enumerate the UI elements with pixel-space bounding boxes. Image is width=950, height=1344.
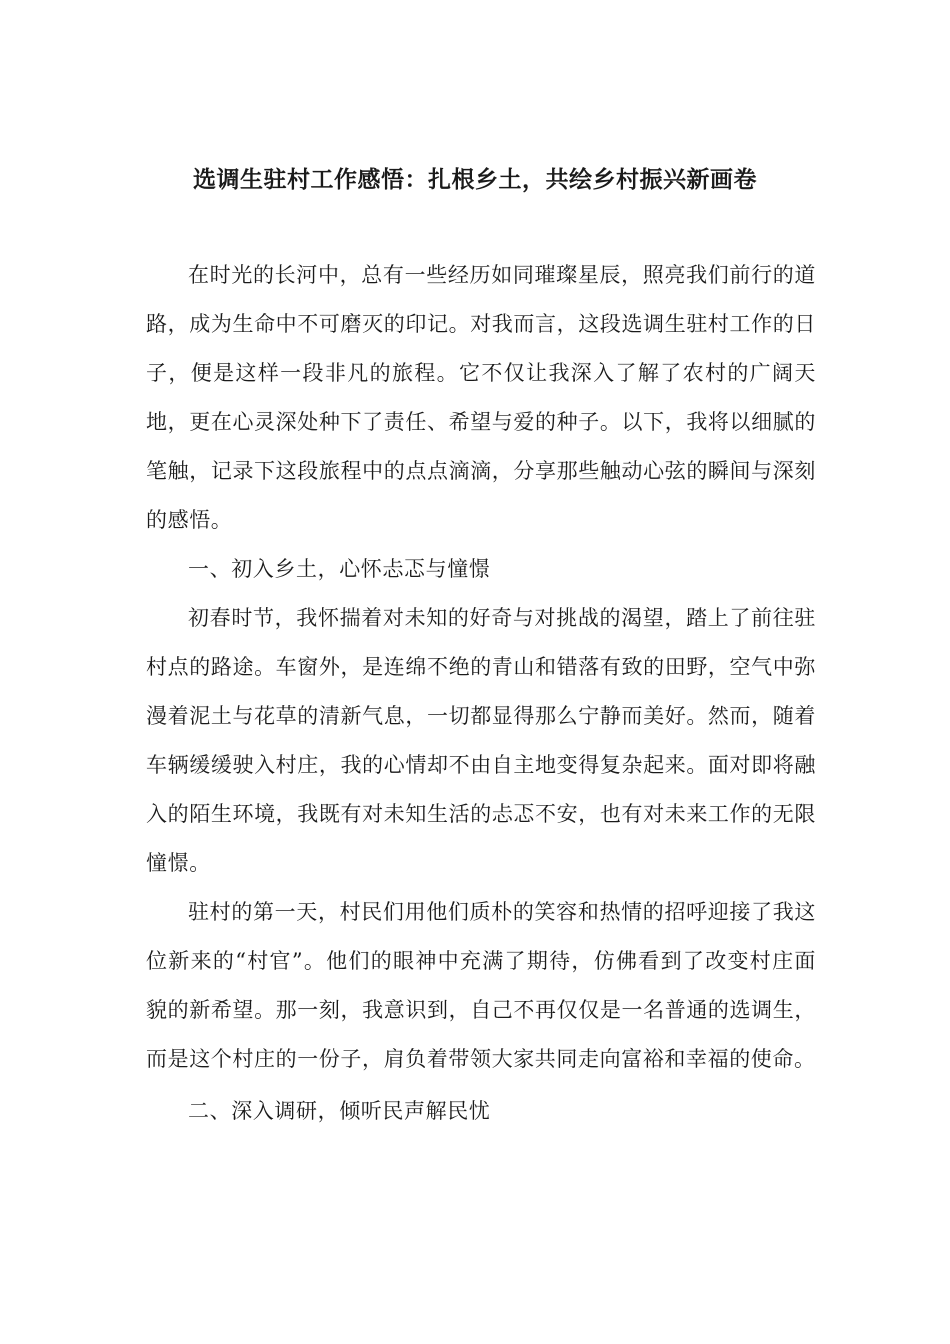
paragraph-arrival: 初春时节，我怀揣着对未知的好奇与对挑战的渴望，踏上了前往驻村点的路途。车窗外，是连绵不绝的青山和错落有致的田野，空气中弥漫着泥土与花草的清新气息，一切都显得那么宁静而美好。然而，随着车辆缓缓驶入村庄，我的心情却不由自主地变得复杂起来。面对即将融入的陌生环境，我既有对未知生活的忐忑不安，也有对未来工作的无限憧憬。 bbox=[146, 606, 816, 875]
paragraph-first-day: 驻村的第一天，村民们用他们质朴的笑容和热情的招呼迎接了我这位新来的“村官”。他们的眼神中充满了期待，仿佛看到了改变村庄面貌的新希望。那一刻，我意识到，自己不再仅仅是一名普通的选调生，而是这个村庄的一份子，肩负着带领大家共同走向富裕和幸福的使命。 bbox=[146, 900, 816, 1071]
section-heading-2: 二、深入调研，倾听民声解民忧 bbox=[188, 1099, 491, 1123]
document-title: 选调生驻村工作感悟：扎根乡土，共绘乡村振兴新画卷 bbox=[193, 167, 757, 193]
section-heading-1: 一、初入乡土，心怀忐忑与憧憬 bbox=[188, 557, 491, 581]
document-body bbox=[146, 251, 816, 1136]
paragraph-intro: 在时光的长河中，总有一些经历如同璀璨星辰，照亮我们前行的道路，成为生命中不可磨灭的印记。对我而言，这段选调生驻村工作的日子，便是这样一段非凡的旅程。它不仅让我深入了解了农村的广阔天地，更在心灵深处种下了责任、希望与爱的种子。以下，我将以细腻的笔触，记录下这段旅程中的点点滴滴，分享那些触动心弦的瞬间与深刻的感悟。 bbox=[146, 263, 816, 532]
